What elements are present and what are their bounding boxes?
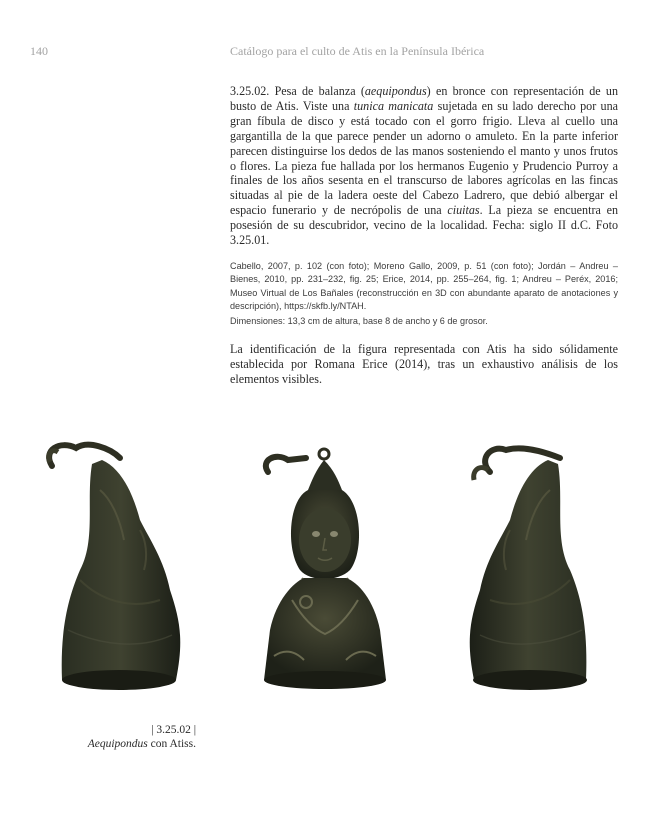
main-content [230, 84, 618, 387]
catalog-entry [230, 84, 618, 248]
bronze-weight-photo-right [450, 430, 610, 700]
running-title: Catálogo para el culto de Atis en la Península Ibérica [230, 44, 485, 58]
caption-text [88, 737, 196, 751]
entry-term-ciuitas: ciuitas [447, 203, 480, 218]
commentary-paragraph: La identificación de la figura representada con Atis ha sido sólidamente establecida por Romana Erice (2014), tras un exhaustivo análisis de los elementos visibles. [230, 342, 618, 387]
bronze-weight-side-view-image [40, 430, 200, 700]
entry-term-tunica: tunica manicata [353, 98, 434, 113]
page-number: 140 [30, 44, 48, 58]
entry-term-aequipondus: aequipondus [364, 84, 427, 98]
figure-caption [88, 723, 196, 751]
dimensions: Dimensiones: 13,3 cm de altura, base 8 de ancho y 6 de grosor. [230, 316, 488, 327]
bronze-weight-photo-front [246, 430, 406, 700]
caption-term: Aequipondus [87, 738, 148, 750]
bronze-weight-front-view-image [246, 430, 406, 700]
caption-suffix: con Atiss. [147, 738, 196, 750]
entry-text-4: . La pieza se encuentra en posesión de su descubridor, vecino de la localidad. Fecha: siglo II d.C. Foto 3.25.01. [230, 203, 618, 248]
bronze-weight-photo-left [40, 430, 200, 700]
entry-text-2: ) en bronce con representación de un busto de Atis. Viste una [230, 84, 618, 113]
bibliography: Cabello, 2007, p. 102 (con foto); Moreno Gallo, 2009, p. 51 (con foto); Jordán – Andreu – Bienes, 2010, pp. 231–232, fig. 25; Erice, 2014, pp. 255–264, fig. 1; Andreu – Peréx, 2016; Museo Virtual de Los Bañales (reconstrucción en 3D con abundante aparato de anotaciones y descripción), https://skfb.ly/NTAH. [230, 260, 618, 311]
caption-number: | 3.25.02 | [151, 724, 196, 736]
entry-number: 3.25.02. [230, 84, 270, 98]
page-header [0, 44, 650, 64]
entry-text-1: Pesa de balanza ( [269, 84, 365, 98]
bronze-weight-other-side-view-image [450, 430, 610, 700]
photo-strip [0, 430, 650, 720]
entry-text-3: sujetada en su lado derecho por una gran fíbula de disco y está tocado con el gorro frigio. Lleva al cuello una gargantilla de la que parece pender un adorno o amuleto. En la parte inferior parecen distinguirse los dedos de las manos sosteniendo el manto y unos frutos o flores. La pieza fue hallada por los hermanos Eugenio y Prudencio Purroy a finales de los años sesenta en el transcurso de labores agrícolas en las fincas situadas al pie de la ladera oeste del Cabezo Ladrero, que debió albergar el espacio funerario y de necrópolis de una [230, 98, 618, 218]
